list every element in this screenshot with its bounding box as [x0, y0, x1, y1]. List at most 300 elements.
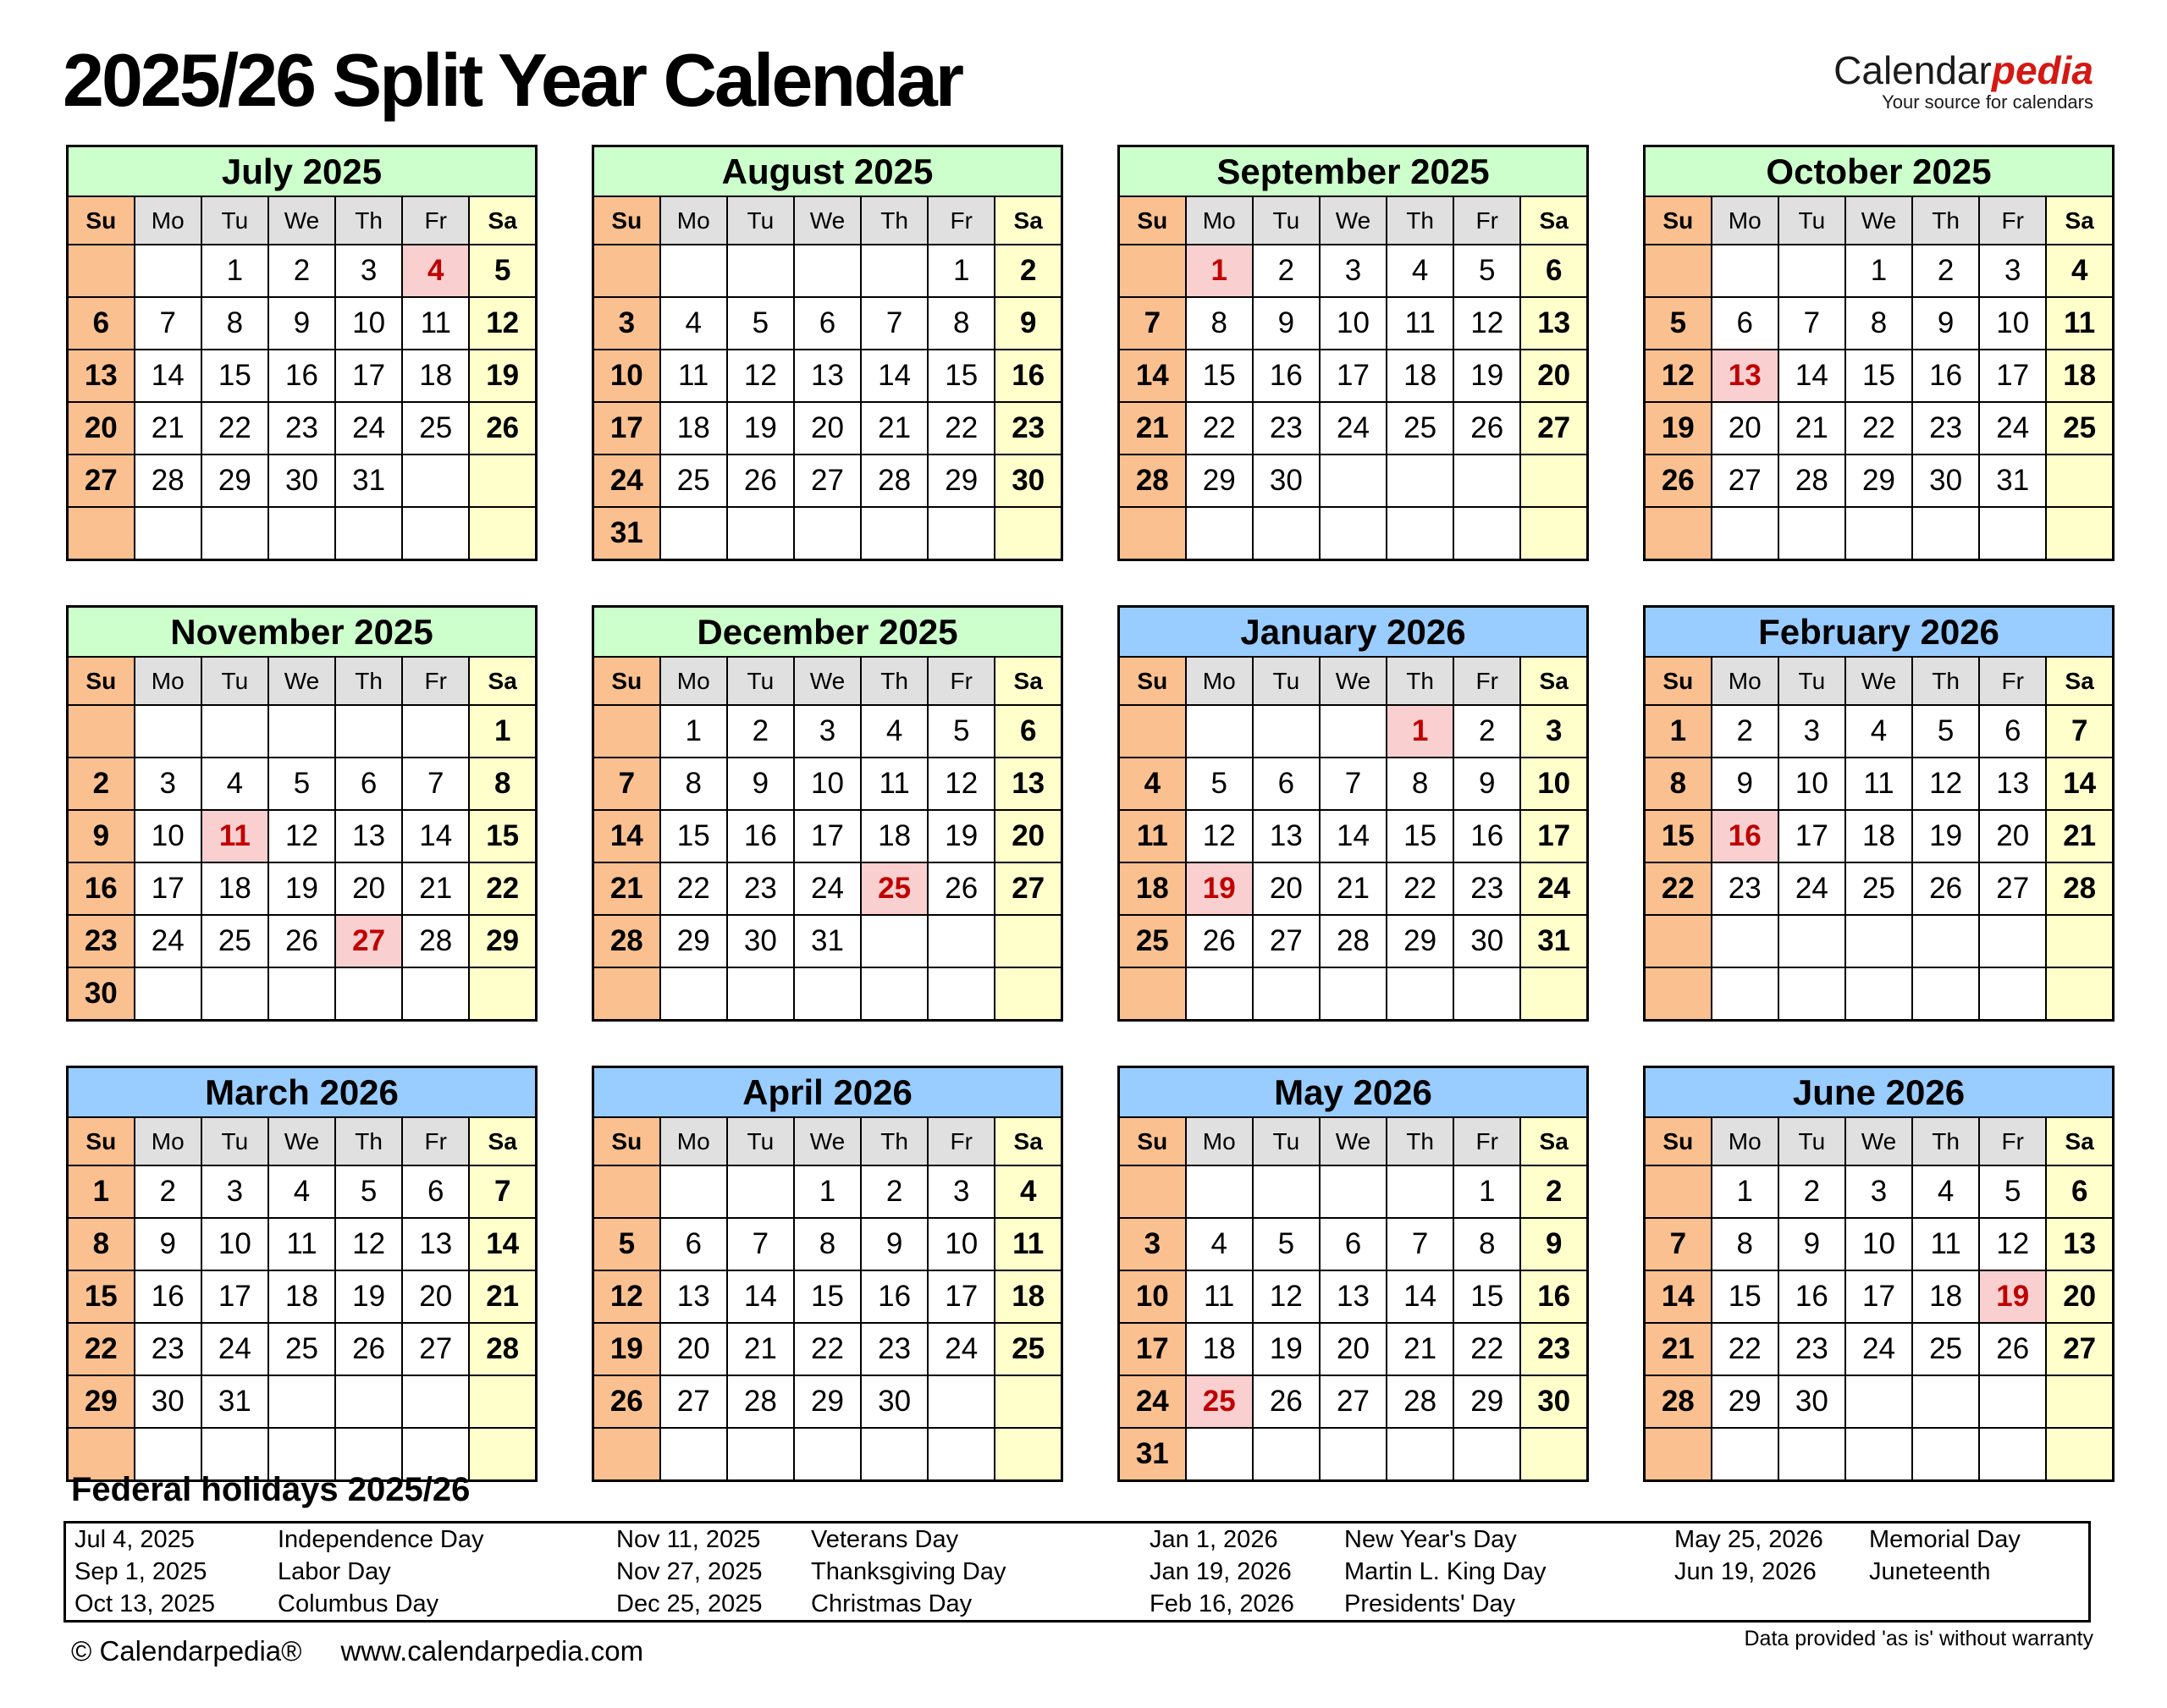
month-calendar-june-2026 [1643, 1066, 2115, 1482]
empty-cell [135, 245, 201, 297]
dow-header-we: We [268, 196, 335, 245]
month-calendar-may-2026 [1117, 1066, 1589, 1482]
date-cell: 30 [1778, 1375, 1845, 1428]
holiday-date: Jul 4, 2025 [74, 1525, 195, 1553]
date-cell: 17 [928, 1270, 995, 1323]
dow-header-mo: Mo [1712, 657, 1778, 705]
dow-header-th: Th [861, 1117, 928, 1165]
months-grid [66, 145, 2115, 1482]
date-cell: 23 [268, 402, 335, 455]
date-cell: 22 [201, 402, 268, 455]
date-cell: 27 [1320, 1375, 1387, 1428]
empty-cell [1845, 967, 1912, 1021]
empty-cell [1645, 967, 1712, 1021]
date-cell: 26 [593, 1375, 660, 1428]
empty-cell [1778, 245, 1845, 297]
dow-header-sa: Sa [995, 1117, 1061, 1165]
empty-cell [402, 967, 469, 1021]
date-cell: 25 [201, 915, 268, 967]
dow-header-we: We [794, 196, 861, 245]
holiday-date: Jun 19, 2026 [1674, 1557, 1817, 1585]
date-cell: 8 [794, 1218, 861, 1270]
date-cell: 31 [593, 507, 660, 560]
date-cell: 14 [402, 810, 469, 862]
date-cell: 30 [995, 455, 1061, 507]
empty-cell [1520, 1428, 1587, 1481]
date-cell: 28 [727, 1375, 794, 1428]
date-cell: 2 [135, 1165, 201, 1218]
dow-header-fr: Fr [1979, 1117, 2046, 1165]
date-cell: 9 [268, 297, 335, 350]
empty-cell [1912, 1375, 1979, 1428]
date-cell: 12 [1453, 297, 1520, 350]
date-cell: 23 [1520, 1323, 1587, 1375]
date-cell: 16 [68, 862, 135, 915]
date-cell: 9 [1520, 1218, 1587, 1270]
date-cell: 5 [727, 297, 794, 350]
date-cell: 20 [794, 402, 861, 455]
date-cell: 25 [2046, 402, 2113, 455]
date-cell: 11 [402, 297, 469, 350]
date-cell: 12 [268, 810, 335, 862]
date-cell: 2 [1453, 705, 1520, 758]
empty-cell [2046, 507, 2113, 560]
date-cell: 4 [268, 1165, 335, 1218]
date-cell: 31 [335, 455, 402, 507]
date-cell: 7 [861, 297, 928, 350]
date-cell: 22 [794, 1323, 861, 1375]
date-cell: 26 [727, 455, 794, 507]
date-cell: 20 [660, 1323, 727, 1375]
date-cell: 21 [1320, 862, 1387, 915]
date-cell: 11 [1387, 297, 1453, 350]
date-cell: 15 [660, 810, 727, 862]
month-title: August 2025 [593, 146, 1062, 197]
empty-cell [995, 1428, 1061, 1481]
date-cell: 22 [660, 862, 727, 915]
dow-header-sa: Sa [469, 657, 536, 705]
date-cell: 14 [1320, 810, 1387, 862]
empty-cell [1253, 1165, 1320, 1218]
date-cell: 2 [861, 1165, 928, 1218]
date-cell: 28 [1387, 1375, 1453, 1428]
empty-cell [1778, 967, 1845, 1021]
dow-header-we: We [1320, 657, 1387, 705]
date-cell: 3 [794, 705, 861, 758]
date-cell: 14 [593, 810, 660, 862]
dow-header-mo: Mo [660, 1117, 727, 1165]
date-cell-holiday: 1 [1387, 705, 1453, 758]
month-title: July 2025 [68, 146, 537, 197]
date-cell: 9 [861, 1218, 928, 1270]
date-cell: 5 [335, 1165, 402, 1218]
date-cell: 6 [794, 297, 861, 350]
month-calendar-november-2025 [66, 605, 538, 1022]
dow-header-mo: Mo [660, 196, 727, 245]
empty-cell [660, 245, 727, 297]
date-cell: 13 [794, 350, 861, 402]
date-cell: 29 [660, 915, 727, 967]
empty-cell [402, 1375, 469, 1428]
date-cell: 20 [68, 402, 135, 455]
date-cell: 6 [1520, 245, 1587, 297]
date-cell: 23 [135, 1323, 201, 1375]
date-cell: 22 [1387, 862, 1453, 915]
date-cell: 27 [794, 455, 861, 507]
dow-header-sa: Sa [995, 196, 1061, 245]
date-cell: 18 [1912, 1270, 1979, 1323]
date-cell: 10 [1778, 758, 1845, 810]
empty-cell [402, 455, 469, 507]
date-cell: 4 [660, 297, 727, 350]
empty-cell [995, 915, 1061, 967]
date-cell: 28 [1119, 455, 1186, 507]
date-cell: 11 [1119, 810, 1186, 862]
date-cell: 6 [402, 1165, 469, 1218]
date-cell: 7 [727, 1218, 794, 1270]
empty-cell [2046, 915, 2113, 967]
date-cell: 28 [1645, 1375, 1712, 1428]
date-cell: 20 [1520, 350, 1587, 402]
date-cell: 8 [1845, 297, 1912, 350]
empty-cell [727, 245, 794, 297]
date-cell: 8 [1387, 758, 1453, 810]
date-cell: 5 [469, 245, 536, 297]
date-cell: 24 [1979, 402, 2046, 455]
date-cell: 8 [660, 758, 727, 810]
empty-cell [335, 507, 402, 560]
empty-cell [135, 705, 201, 758]
empty-cell [1979, 1375, 2046, 1428]
date-cell: 29 [201, 455, 268, 507]
date-cell: 24 [135, 915, 201, 967]
date-cell: 3 [335, 245, 402, 297]
date-cell: 9 [68, 810, 135, 862]
empty-cell [1253, 1428, 1320, 1481]
dow-header-tu: Tu [1778, 657, 1845, 705]
dow-header-tu: Tu [727, 196, 794, 245]
empty-cell [68, 705, 135, 758]
date-cell: 26 [1186, 915, 1253, 967]
empty-cell [1845, 915, 1912, 967]
date-cell: 28 [2046, 862, 2113, 915]
empty-cell [861, 245, 928, 297]
date-cell: 23 [1778, 1323, 1845, 1375]
empty-cell [794, 245, 861, 297]
date-cell: 7 [1119, 297, 1186, 350]
dow-header-we: We [1845, 196, 1912, 245]
date-cell: 26 [469, 402, 536, 455]
dow-header-su: Su [1119, 1117, 1186, 1165]
empty-cell [1645, 1165, 1712, 1218]
empty-cell [135, 967, 201, 1021]
date-cell: 14 [1387, 1270, 1453, 1323]
date-cell: 27 [1253, 915, 1320, 967]
date-cell-holiday: 19 [1186, 862, 1253, 915]
dow-header-tu: Tu [1253, 196, 1320, 245]
date-cell: 20 [2046, 1270, 2113, 1323]
date-cell: 10 [1520, 758, 1587, 810]
empty-cell [727, 507, 794, 560]
empty-cell [1186, 1428, 1253, 1481]
empty-cell [1253, 705, 1320, 758]
date-cell: 13 [1979, 758, 2046, 810]
date-cell: 19 [469, 350, 536, 402]
dow-header-we: We [1845, 657, 1912, 705]
empty-cell [268, 507, 335, 560]
date-cell: 19 [1912, 810, 1979, 862]
dow-header-mo: Mo [135, 657, 201, 705]
empty-cell [1645, 507, 1712, 560]
dow-header-tu: Tu [201, 196, 268, 245]
dow-header-mo: Mo [1712, 196, 1778, 245]
date-cell: 21 [1387, 1323, 1453, 1375]
date-cell: 28 [469, 1323, 536, 1375]
month-calendar-march-2026 [66, 1066, 538, 1482]
dow-header-fr: Fr [402, 196, 469, 245]
date-cell: 26 [1453, 402, 1520, 455]
date-cell: 17 [1320, 350, 1387, 402]
dow-header-mo: Mo [135, 196, 201, 245]
date-cell: 3 [1979, 245, 2046, 297]
empty-cell [135, 507, 201, 560]
dow-header-tu: Tu [1253, 1117, 1320, 1165]
empty-cell [593, 1165, 660, 1218]
date-cell: 15 [201, 350, 268, 402]
empty-cell [1186, 967, 1253, 1021]
empty-cell [995, 967, 1061, 1021]
date-cell: 15 [1387, 810, 1453, 862]
date-cell: 25 [660, 455, 727, 507]
dow-header-we: We [794, 657, 861, 705]
date-cell: 15 [1645, 810, 1712, 862]
dow-header-su: Su [593, 657, 660, 705]
date-cell: 13 [660, 1270, 727, 1323]
empty-cell [201, 705, 268, 758]
date-cell: 10 [1979, 297, 2046, 350]
date-cell: 17 [1520, 810, 1587, 862]
date-cell: 2 [727, 705, 794, 758]
empty-cell [1119, 705, 1186, 758]
dow-header-th: Th [861, 657, 928, 705]
date-cell: 12 [593, 1270, 660, 1323]
date-cell: 17 [1979, 350, 2046, 402]
empty-cell [1453, 455, 1520, 507]
dow-header-th: Th [1912, 1117, 1979, 1165]
date-cell: 30 [727, 915, 794, 967]
date-cell: 1 [1712, 1165, 1778, 1218]
empty-cell [593, 1428, 660, 1481]
date-cell: 7 [2046, 705, 2113, 758]
date-cell: 22 [1453, 1323, 1520, 1375]
date-cell: 22 [928, 402, 995, 455]
dow-header-th: Th [335, 657, 402, 705]
date-cell: 24 [1520, 862, 1587, 915]
empty-cell [1712, 507, 1778, 560]
date-cell: 31 [1119, 1428, 1186, 1481]
empty-cell [1119, 967, 1186, 1021]
date-cell: 10 [201, 1218, 268, 1270]
empty-cell [593, 245, 660, 297]
empty-cell [335, 705, 402, 758]
date-cell: 31 [201, 1375, 268, 1428]
dow-header-su: Su [1119, 657, 1186, 705]
date-cell: 6 [335, 758, 402, 810]
logo-tagline: Your source for calendars [1882, 91, 2093, 113]
date-cell: 9 [1712, 758, 1778, 810]
date-cell: 13 [1253, 810, 1320, 862]
date-cell: 4 [1912, 1165, 1979, 1218]
empty-cell [1845, 1428, 1912, 1481]
date-cell: 14 [2046, 758, 2113, 810]
date-cell: 15 [1453, 1270, 1520, 1323]
date-cell: 16 [1520, 1270, 1587, 1323]
dow-header-tu: Tu [201, 657, 268, 705]
date-cell: 22 [1712, 1323, 1778, 1375]
dow-header-su: Su [1645, 657, 1712, 705]
date-cell: 14 [1645, 1270, 1712, 1323]
month-calendar-april-2026 [592, 1066, 1063, 1482]
date-cell: 26 [1979, 1323, 2046, 1375]
dow-header-mo: Mo [135, 1117, 201, 1165]
empty-cell [861, 507, 928, 560]
date-cell: 25 [1119, 915, 1186, 967]
empty-cell [1453, 967, 1520, 1021]
date-cell: 16 [135, 1270, 201, 1323]
date-cell: 25 [1387, 402, 1453, 455]
date-cell: 7 [1320, 758, 1387, 810]
date-cell: 27 [402, 1323, 469, 1375]
empty-cell [1979, 1428, 2046, 1481]
date-cell: 30 [1253, 455, 1320, 507]
date-cell: 6 [1253, 758, 1320, 810]
date-cell: 13 [995, 758, 1061, 810]
date-cell: 9 [1778, 1218, 1845, 1270]
date-cell: 30 [1520, 1375, 1587, 1428]
dow-header-fr: Fr [1979, 196, 2046, 245]
empty-cell [1520, 507, 1587, 560]
empty-cell [727, 1428, 794, 1481]
dow-header-su: Su [1645, 196, 1712, 245]
date-cell: 24 [1845, 1323, 1912, 1375]
date-cell: 27 [1520, 402, 1587, 455]
month-calendar-december-2025 [592, 605, 1063, 1022]
month-calendar-february-2026 [1643, 605, 2115, 1022]
website-link[interactable]: www.calendarpedia.com [340, 1635, 644, 1667]
date-cell: 24 [794, 862, 861, 915]
date-cell: 7 [402, 758, 469, 810]
empty-cell [928, 915, 995, 967]
empty-cell [593, 705, 660, 758]
holiday-name: Juneteenth [1869, 1557, 1991, 1585]
empty-cell [1320, 455, 1387, 507]
date-cell: 9 [1912, 297, 1979, 350]
date-cell: 14 [1778, 350, 1845, 402]
holiday-date: Jan 1, 2026 [1150, 1525, 1278, 1553]
empty-cell [660, 967, 727, 1021]
date-cell: 16 [727, 810, 794, 862]
date-cell: 18 [201, 862, 268, 915]
date-cell: 10 [335, 297, 402, 350]
dow-header-fr: Fr [1979, 657, 2046, 705]
dow-header-fr: Fr [402, 657, 469, 705]
dow-header-sa: Sa [2046, 657, 2113, 705]
date-cell: 29 [928, 455, 995, 507]
dow-header-tu: Tu [1778, 1117, 1845, 1165]
date-cell: 3 [1778, 705, 1845, 758]
footer-copyright [71, 1635, 643, 1667]
empty-cell [469, 967, 536, 1021]
dow-header-sa: Sa [1520, 1117, 1587, 1165]
dow-header-fr: Fr [402, 1117, 469, 1165]
date-cell: 4 [995, 1165, 1061, 1218]
empty-cell [1645, 1428, 1712, 1481]
empty-cell [1453, 507, 1520, 560]
date-cell: 24 [1778, 862, 1845, 915]
date-cell: 4 [1387, 245, 1453, 297]
empty-cell [995, 1375, 1061, 1428]
date-cell: 20 [1979, 810, 2046, 862]
dow-header-tu: Tu [201, 1117, 268, 1165]
date-cell: 17 [201, 1270, 268, 1323]
empty-cell [469, 507, 536, 560]
empty-cell [1119, 1165, 1186, 1218]
holiday-date: Nov 11, 2025 [616, 1525, 761, 1553]
dow-header-fr: Fr [928, 196, 995, 245]
date-cell: 23 [1253, 402, 1320, 455]
date-cell: 21 [135, 402, 201, 455]
date-cell: 28 [1320, 915, 1387, 967]
empty-cell [861, 967, 928, 1021]
date-cell: 3 [135, 758, 201, 810]
dow-header-su: Su [1119, 196, 1186, 245]
empty-cell [928, 1375, 995, 1428]
date-cell: 11 [1186, 1270, 1253, 1323]
date-cell: 31 [794, 915, 861, 967]
date-cell: 6 [1320, 1218, 1387, 1270]
empty-cell [1712, 967, 1778, 1021]
date-cell: 12 [1979, 1218, 2046, 1270]
date-cell: 26 [1645, 455, 1712, 507]
date-cell: 24 [201, 1323, 268, 1375]
date-cell: 5 [593, 1218, 660, 1270]
date-cell: 21 [1119, 402, 1186, 455]
date-cell: 18 [1845, 810, 1912, 862]
dow-header-we: We [268, 657, 335, 705]
empty-cell [1253, 967, 1320, 1021]
dow-header-su: Su [1645, 1117, 1712, 1165]
empty-cell [593, 967, 660, 1021]
holiday-date: Dec 25, 2025 [616, 1590, 763, 1617]
dow-header-th: Th [1387, 1117, 1453, 1165]
empty-cell [1912, 915, 1979, 967]
date-cell: 25 [1912, 1323, 1979, 1375]
empty-cell [1186, 1165, 1253, 1218]
holiday-name: Labor Day [278, 1557, 391, 1585]
date-cell: 16 [995, 350, 1061, 402]
date-cell: 20 [335, 862, 402, 915]
date-cell: 8 [201, 297, 268, 350]
month-calendar-september-2025 [1117, 145, 1589, 561]
date-cell: 23 [727, 862, 794, 915]
date-cell: 24 [1119, 1375, 1186, 1428]
logo-wordmark-black: Calendar [1833, 48, 1992, 92]
date-cell: 1 [1645, 705, 1712, 758]
empty-cell [928, 507, 995, 560]
date-cell: 6 [660, 1218, 727, 1270]
date-cell: 15 [1845, 350, 1912, 402]
date-cell: 14 [1119, 350, 1186, 402]
